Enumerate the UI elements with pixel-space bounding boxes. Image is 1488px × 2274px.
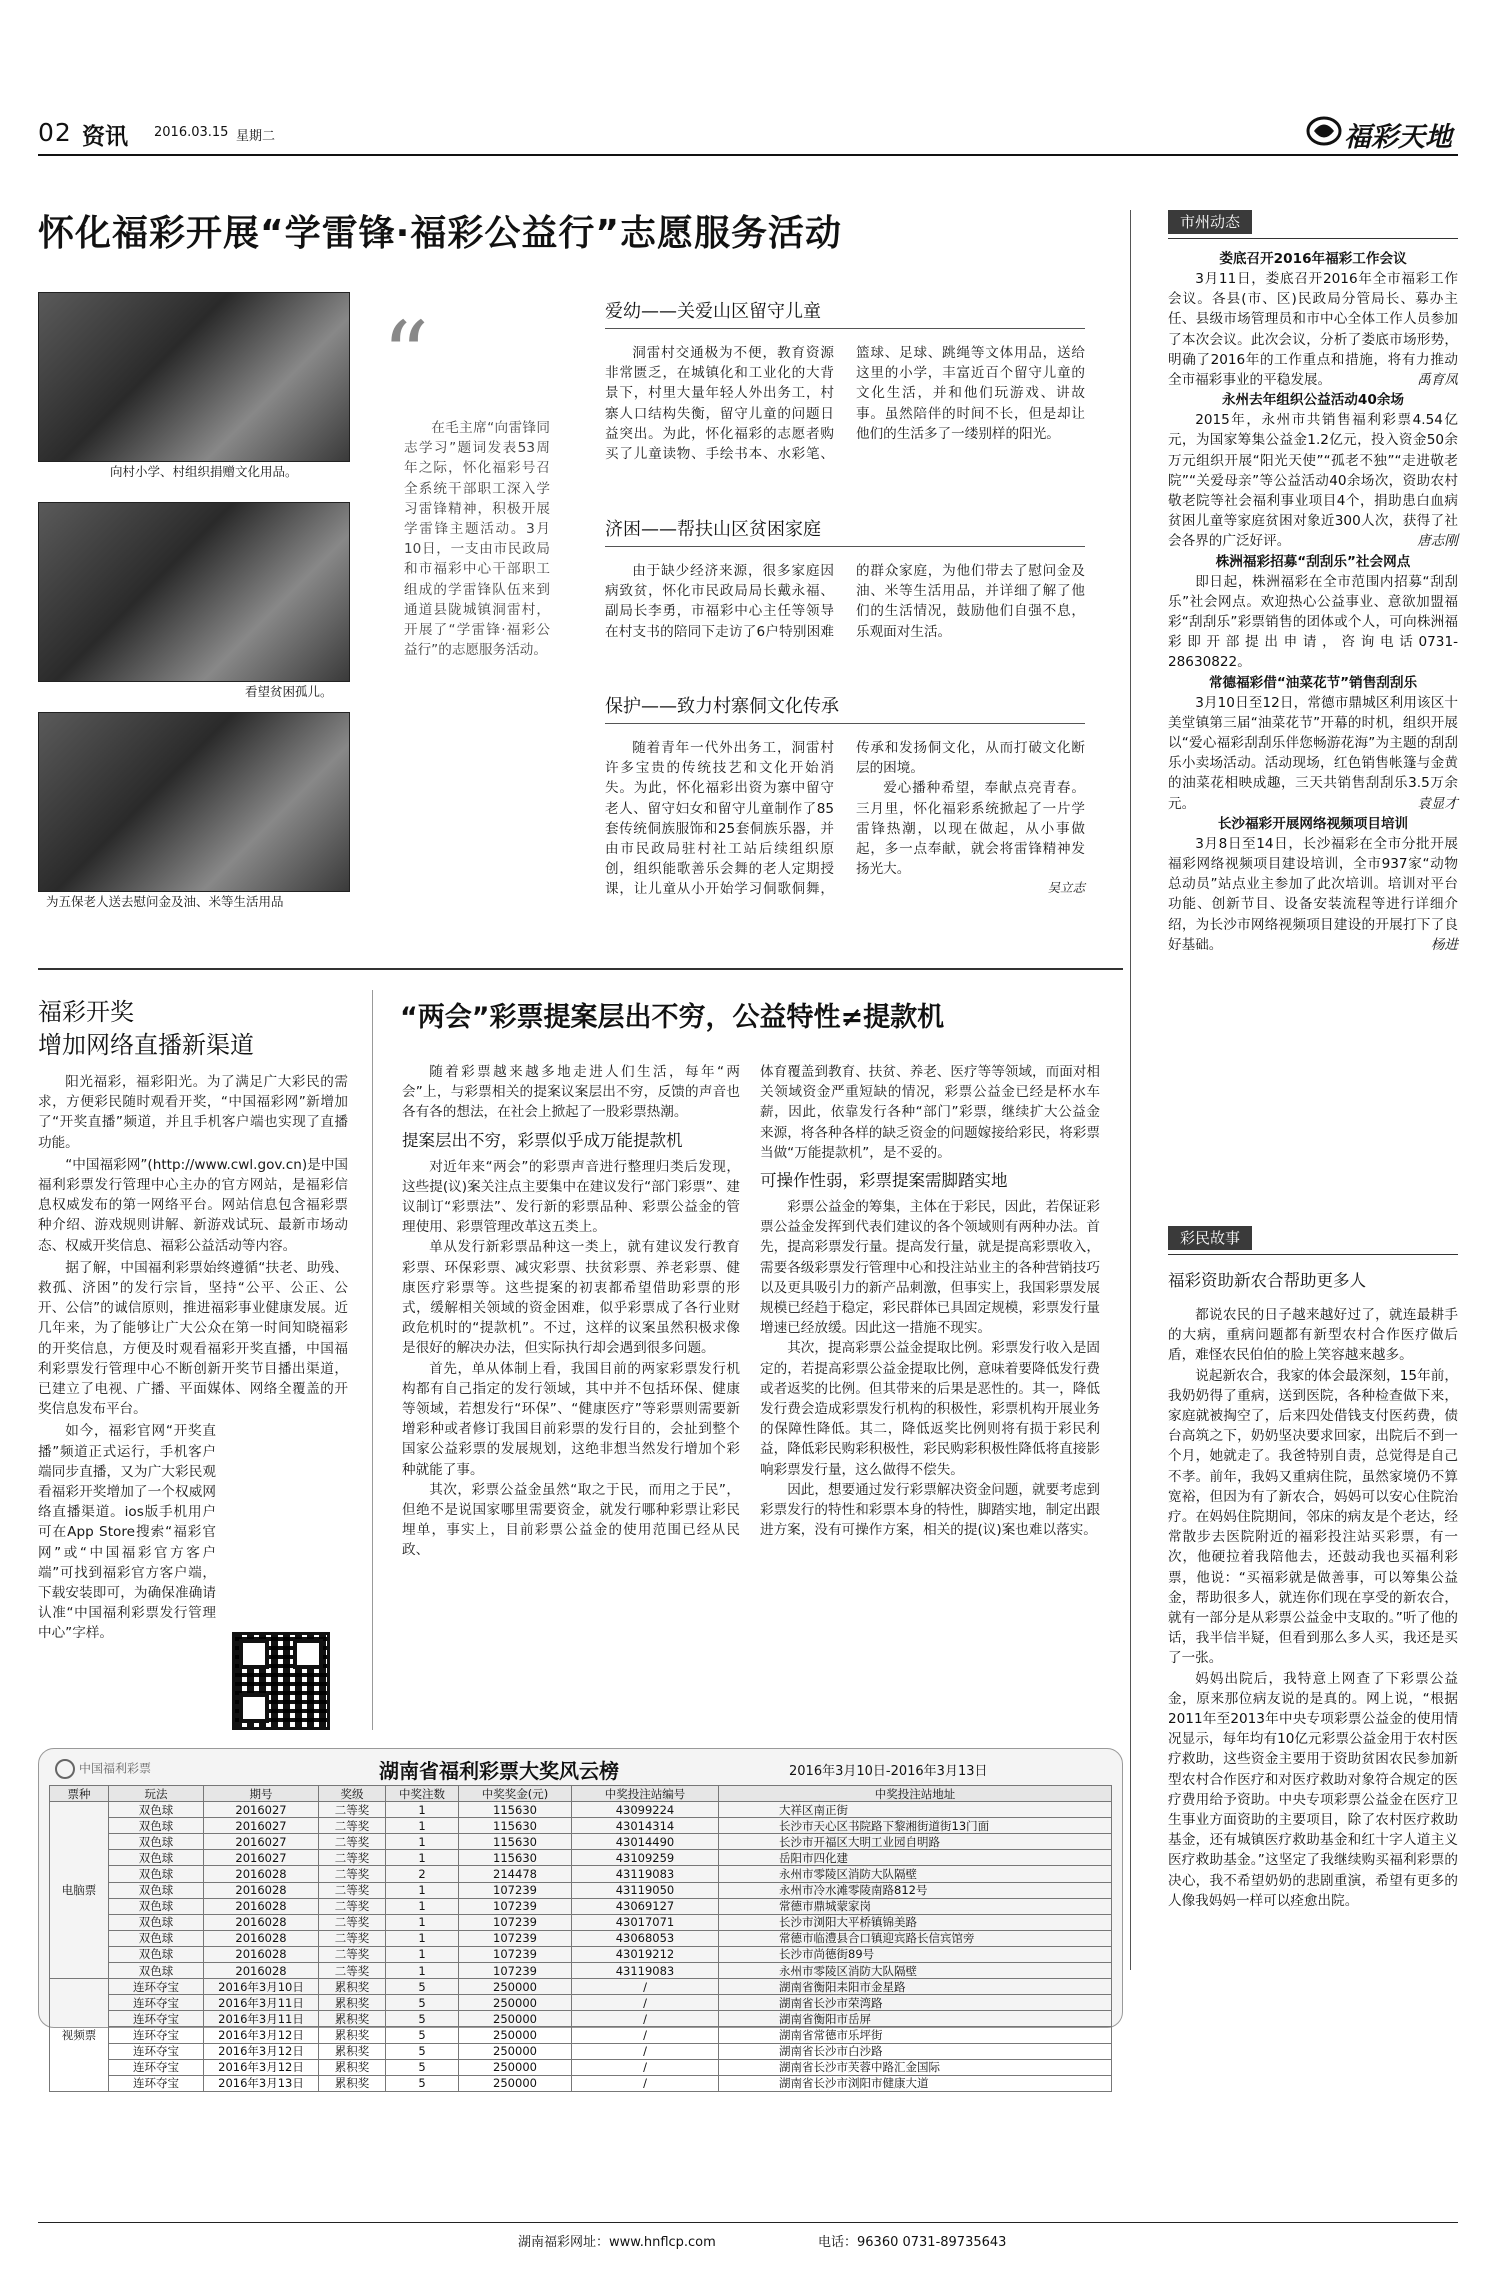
table-cell: 双色球 bbox=[109, 1834, 204, 1850]
mid-intro: 随着彩票越来越多地走进人们生活，每年“两会”上，与彩票相关的提案议案层出不穷，反馈的声音也各有各的想法，在社会上掀起了一股彩票热潮。 bbox=[402, 1064, 740, 1121]
news-item bbox=[1168, 552, 1458, 673]
photo-orphan bbox=[38, 502, 350, 682]
col-header: 奖级 bbox=[319, 1786, 386, 1802]
header-rule bbox=[38, 154, 1458, 156]
news-text: 3月8日至14日，长沙福彩在全市分批开展福彩网络视频项目建设培训，全市937家“动物总动员”站点业主参加了此次培训。培训对平台功能、创新节目、设备安装流程等进行详细介绍，为长沙市网络视频项目建设的开展打下了良好基础。 bbox=[1168, 835, 1458, 953]
table-cell: 常德市临澧县合口镇迎宾路长信宾馆旁 bbox=[719, 1930, 1112, 1946]
table-cell: 2016028 bbox=[204, 1946, 319, 1962]
table-cell: 5 bbox=[386, 2075, 459, 2091]
col-header: 中奖投注站地址 bbox=[719, 1786, 1112, 1802]
table-cell: 1 bbox=[386, 1850, 459, 1866]
table-cell: 二等奖 bbox=[319, 1850, 386, 1866]
table-cell: 43109259 bbox=[572, 1850, 719, 1866]
table-cell: 43119083 bbox=[572, 1866, 719, 1882]
table-cell: 长沙市开福区大明工业园自明路 bbox=[719, 1834, 1112, 1850]
news-title: 永州去年组织公益活动40余场 bbox=[1221, 392, 1405, 409]
table-cell: 107239 bbox=[459, 1946, 572, 1962]
story-para: 说起新农合，我家的体会最深刻，15年前，我奶奶得了重病，送到医院，各种检查做下来，家庭就被掏空了，后来四处借钱支付医药费，债台高筑之下，奶奶坚决要求回家，出院后不到一个月，她就走了。我爸特别自责，总觉得是自己不孝。前年，我妈又重病住院，虽然家境仍不算宽裕，但因为有了新农合，妈妈可以安心住院治疗。在妈妈住院期间，邻床的病友是个老达，经常散步去医院附近的福彩投注站买彩票，有一次，他硬拉着我陪他去，还鼓动我也买福利彩票，他说：“买福彩就是做善事，可以筹集公益金，帮助很多人，就连你们现在享受的新农合，就有一部分是从彩票公益金中支取的。”听了他的话，我半信半疑，但看到那么多人买，我还是买了一张。 bbox=[1168, 1367, 1458, 1667]
table-row bbox=[50, 1802, 1112, 1818]
photo-elderly bbox=[38, 712, 350, 892]
mid-headline: “两会”彩票提案层出不穷，公益特性≠提款机 bbox=[400, 1002, 945, 1033]
table-cell: 双色球 bbox=[109, 1914, 204, 1930]
china-welfare-logo bbox=[55, 1759, 151, 1779]
section-name: 资讯 bbox=[82, 124, 128, 150]
table-cell: 2016028 bbox=[204, 1866, 319, 1882]
page-number: 02 bbox=[38, 118, 72, 147]
table-cell: 湖南省衡阳耒阳市金星路 bbox=[719, 1979, 1112, 1995]
table-cell: 107239 bbox=[459, 1882, 572, 1898]
caption-donation: 向村小学、村组织捐赠文化用品。 bbox=[110, 464, 298, 479]
qr-code-icon[interactable] bbox=[232, 1632, 330, 1730]
table-cell: 二等奖 bbox=[319, 1866, 386, 1882]
left-para: 阳光福彩，福彩阳光。为了满足广大彩民的需求，方便彩民随时观看开奖，“中国福彩网”新增加了“开奖直播”频道，并且手机客户端也实现了直播功能。 bbox=[38, 1074, 348, 1151]
table-cell: 二等奖 bbox=[319, 1898, 386, 1914]
table-cell: 双色球 bbox=[109, 1882, 204, 1898]
news-text: 即日起，株洲福彩在全市范围内招募“刮刮乐”社会网点。欢迎热心公益事业、意欲加盟福彩“刮刮乐”彩票销售的团体或个人，可向株洲福彩即开部提出申请，咨询电话0731-28630822。 bbox=[1168, 573, 1458, 671]
table-cell: 二等奖 bbox=[319, 1834, 386, 1850]
table-cell: 长沙市尚德街89号 bbox=[719, 1946, 1112, 1962]
table-cell: 连环夺宝 bbox=[109, 2027, 204, 2043]
section-body: 由于缺少经济来源，很多家庭因病致贫，怀化市民政局局长戴永福、副局长李勇，市福彩中心主任等领导在村支书的陪同下走访了6户特别困难的群众家庭，为他们带去了慰问金及油、米等生活用品，并详细了解了他们的生活情况，鼓励他们自强不息，乐观面对生活。 bbox=[605, 563, 1085, 640]
table-cell: 2016028 bbox=[204, 1914, 319, 1930]
table-cell: 2016年3月11日 bbox=[204, 2011, 319, 2027]
news-item bbox=[1168, 249, 1458, 390]
table-cell: 湖南省衡阳市岳屏 bbox=[719, 2011, 1112, 2027]
table-cell: 双色球 bbox=[109, 1866, 204, 1882]
table-cell: 累积奖 bbox=[319, 1979, 386, 1995]
table-cell: 5 bbox=[386, 2043, 459, 2059]
table-cell: 连环夺宝 bbox=[109, 2059, 204, 2075]
table-cell: 2016028 bbox=[204, 1898, 319, 1914]
issue-date: 2016.03.15 bbox=[154, 125, 229, 140]
table-cell: 5 bbox=[386, 2059, 459, 2075]
prize-board-title: 湖南省福利彩票大奖风云榜 bbox=[379, 1759, 619, 1783]
ticket-type-cell: 电脑票 bbox=[50, 1802, 109, 1979]
col-header: 中奖注数 bbox=[386, 1786, 459, 1802]
table-row bbox=[50, 1914, 1112, 1930]
mid-col-2 bbox=[760, 1062, 1100, 1540]
left-para: 如今，福彩官网“开奖直播”频道正式运行，手机客户端同步直播，又为广大彩民观看福彩开奖增加了一个权威网络直播渠道。ios版手机用户可在App Store搜索“福彩官网”或“中国福彩官方客户端”可找到福彩官方客户端，下载安装即可，为确保准确请认准“中国福利彩票发行管理中心”字样。 bbox=[38, 1423, 216, 1642]
news-text: 3月11日，娄底召开2016年全市福彩工作会议。各县(市、区)民政局分管局长、募办主任、县级市场管理员和市中心全体工作人员参加了本次会议。此次会议，分析了娄底市场形势，明确了2016年的工作重点和措施，将有力推动全市福彩事业的平稳发展。 bbox=[1168, 271, 1458, 389]
col-header: 中奖奖金(元) bbox=[459, 1786, 572, 1802]
table-cell: 二等奖 bbox=[319, 1818, 386, 1834]
sidebar-story bbox=[1168, 1226, 1458, 1911]
table-cell: 107239 bbox=[459, 1898, 572, 1914]
table-cell: / bbox=[572, 2075, 719, 2091]
table-cell: 湖南省长沙市芙蓉中路汇金国际 bbox=[719, 2059, 1112, 2075]
lotto-logo-icon bbox=[1306, 114, 1342, 148]
table-cell: 43019212 bbox=[572, 1946, 719, 1962]
left-divider bbox=[372, 990, 373, 1730]
table-cell: 2016027 bbox=[204, 1802, 319, 1818]
table-cell: 43069127 bbox=[572, 1898, 719, 1914]
table-row bbox=[50, 1995, 1112, 2011]
prize-board bbox=[38, 1748, 1123, 2091]
news-text: 3月10日至12日，常德市鼎城区利用该区十美堂镇第三届“油菜花节”开幕的时机，组织开展以“爱心福彩刮刮乐伴您畅游花海”为主题的刮刮乐小卖场活动。活动现场，红色销售帐篷与金黄的油菜花相映成趣，三天共销售刮刮乐3.5万余元。 bbox=[1168, 694, 1458, 812]
table-cell: 250000 bbox=[459, 2043, 572, 2059]
table-cell: 5 bbox=[386, 2011, 459, 2027]
table-row bbox=[50, 1898, 1112, 1914]
table-cell: 双色球 bbox=[109, 1898, 204, 1914]
table-cell: 2 bbox=[386, 1866, 459, 1882]
table-cell: 2016年3月13日 bbox=[204, 2075, 319, 2091]
table-cell: 连环夺宝 bbox=[109, 1979, 204, 1995]
mid-para: 其次，彩票公益金虽然“取之于民，而用之于民”，但绝不是说国家哪里需要资金，就发行哪种彩票让彩民埋单，事实上，目前彩票公益金的使用范围已经从民政、 bbox=[402, 1481, 740, 1559]
quote-icon: “ bbox=[382, 302, 430, 409]
table-cell: 连环夺宝 bbox=[109, 2043, 204, 2059]
table-cell: 湖南省长沙市荣湾路 bbox=[719, 1995, 1112, 2011]
table-cell: 双色球 bbox=[109, 1930, 204, 1946]
table-cell: 2016年3月11日 bbox=[204, 1995, 319, 2011]
table-cell: 43119083 bbox=[572, 1963, 719, 1979]
news-text: 2015年，永州市共销售福利彩票4.54亿元，为国家筹集公益金1.2亿元，投入资金50余万元组织开展“阳光天使”“孤老不独”“走进敬老院”“关爱母亲”等公益活动40余场次，资助农村敬老院等社会福利事业项目4个，捐助患白血病贫困儿童等家庭贫困对象近300人次，获得了社会各界的广泛好评。 bbox=[1168, 412, 1458, 550]
left-para: 据了解，中国福利彩票始终遵循“扶老、助残、救孤、济困”的发行宗旨，坚持“公平、公正、公开、公信”的诚信原则，推进福彩事业健康发展。近几年来，为了能够让广大公众在第一时间知晓福彩的开奖信息，方便及时观看福彩开奖直播，中国福利彩票发行管理中心不断创新开奖节目播出渠道，已建立了电视、广播、平面媒体、网络全覆盖的开奖信息发布平台。 bbox=[38, 1259, 348, 1418]
prize-board-dates: 2016年3月10日-2016年3月13日 bbox=[789, 1764, 988, 1779]
table-cell: 43014314 bbox=[572, 1818, 719, 1834]
table-cell: 二等奖 bbox=[319, 1946, 386, 1962]
welfare-logo-icon bbox=[55, 1759, 75, 1779]
sidebar-section-title: 市州动态 bbox=[1168, 210, 1252, 234]
sidebar-section-title: 彩民故事 bbox=[1168, 1226, 1252, 1250]
table-cell: 43099224 bbox=[572, 1802, 719, 1818]
table-cell: 2016027 bbox=[204, 1850, 319, 1866]
table-cell: 250000 bbox=[459, 2011, 572, 2027]
news-title: 娄底召开2016年福彩工作会议 bbox=[1219, 251, 1407, 267]
table-cell: 永州市零陵区消防大队隔壁 bbox=[719, 1963, 1112, 1979]
table-row bbox=[50, 1963, 1112, 1979]
footer-phone: 电话：96360 0731-89735643 bbox=[818, 2235, 1007, 2250]
mid-intro-2: 体育覆盖到教育、扶贫、养老、医疗等等领域，而面对相关领域资金严重短缺的情况，彩票公益金已经是杯水车薪，因此，依靠发行各种“部门”彩票，继续扩大公益金来源，将各种各样的缺乏资金的问题嫁接给彩民，将彩票当做“万能提款机”，是不妥的。 bbox=[760, 1064, 1100, 1161]
photo-donation bbox=[38, 292, 350, 462]
table-cell: 107239 bbox=[459, 1963, 572, 1979]
section-body: 随着青年一代外出务工，洞雷村许多宝贵的传统技艺和文化开始消失。为此，怀化福彩出资为寨中留守老人、留守妇女和留守儿童制作了85套传统侗族服饰和25套侗族乐器，并由市民政局驻村社工站后续组织原创，组织能歌善乐会舞的老人定期授课，让儿童从小开始学习侗歌侗舞，传承和发扬侗文化，从而打破文化断层的困境。 bbox=[605, 740, 1085, 898]
table-cell: 43119050 bbox=[572, 1882, 719, 1898]
table-cell: 二等奖 bbox=[319, 1882, 386, 1898]
mid-para: 彩票公益金的筹集，主体在于彩民，因此，若保证彩票公益金发挥到代表们建议的各个领域则有两种办法。首先，提高彩票发行量。提高发行量，就是提高彩票收入，需要各级彩票发行管理中心和投注站业主的各种营销技巧以及更具吸引力的新产品刺激，但事实上，我国彩票发展规模已经趋于稳定，彩民群体已具固定规模，彩票发行量增速已经放缓。因此这一措施不现实。 bbox=[760, 1199, 1100, 1337]
table-cell: 湖南省长沙市白沙路 bbox=[719, 2043, 1112, 2059]
table-cell: 累积奖 bbox=[319, 2011, 386, 2027]
table-row bbox=[50, 2027, 1112, 2043]
ticket-type-cell: 视频票 bbox=[50, 1979, 109, 2092]
mid-subhead-1: 提案层出不穷，彩票似乎成万能提款机 bbox=[402, 1130, 683, 1150]
table-cell: 250000 bbox=[459, 2075, 572, 2091]
mid-para: 对近年来“两会”的彩票声音进行整理归类后发现，这些提(议)案关注点主要集中在建议发行“部门彩票”、建议制订“彩票法”、发行新的彩票品种、彩票公益金的管理使用、彩票管理改革这五类上。 bbox=[402, 1158, 740, 1236]
table-cell: 250000 bbox=[459, 2027, 572, 2043]
table-row bbox=[50, 1818, 1112, 1834]
prize-table bbox=[49, 1785, 1112, 2092]
news-author: 杨进 bbox=[1430, 936, 1458, 953]
main-headline: 怀化福彩开展“学雷锋·福彩公益行”志愿服务活动 bbox=[38, 213, 842, 254]
news-item bbox=[1168, 673, 1458, 814]
table-cell: 双色球 bbox=[109, 1802, 204, 1818]
table-row bbox=[50, 1882, 1112, 1898]
table-cell: 43017071 bbox=[572, 1914, 719, 1930]
news-item bbox=[1168, 390, 1458, 551]
section-help-poor bbox=[605, 518, 1085, 642]
table-cell: 永州市冷水滩零陵南路812号 bbox=[719, 1882, 1112, 1898]
table-cell: 115630 bbox=[459, 1802, 572, 1818]
table-cell: 1 bbox=[386, 1882, 459, 1898]
table-cell: 115630 bbox=[459, 1850, 572, 1866]
table-cell: 2016年3月10日 bbox=[204, 1979, 319, 1995]
table-cell: 2016028 bbox=[204, 1882, 319, 1898]
table-cell: 250000 bbox=[459, 2059, 572, 2075]
story-title: 福彩资助新农合帮助更多人 bbox=[1168, 1271, 1366, 1290]
table-cell: 二等奖 bbox=[319, 1802, 386, 1818]
table-cell: 累积奖 bbox=[319, 2043, 386, 2059]
news-author: 袁显才 bbox=[1417, 795, 1458, 812]
table-cell: 1 bbox=[386, 1818, 459, 1834]
table-cell: 累积奖 bbox=[319, 2059, 386, 2075]
table-cell: 1 bbox=[386, 1946, 459, 1962]
table-cell: 2016027 bbox=[204, 1818, 319, 1834]
mid-para: 首先，单从体制上看，我国目前的两家彩票发行机构都有自己指定的发行领域，其中并不包括环保、健康等领域，若想发行“环保”、“健康医疗”等彩票则需要新增彩种或者修订我国目前彩票的发行目的，会扯到整个国家公益彩票的发展规划，这绝非想当然发行增加个彩种就能了事。 bbox=[402, 1360, 740, 1478]
table-cell: 累积奖 bbox=[319, 2027, 386, 2043]
table-cell: 250000 bbox=[459, 1979, 572, 1995]
section-title: 济困——帮扶山区贫困家庭 bbox=[605, 519, 821, 540]
left-headline-2: 增加网络直播新渠道 bbox=[38, 1031, 254, 1059]
issue-weekday: 星期二 bbox=[236, 129, 276, 144]
col-header: 玩法 bbox=[109, 1786, 204, 1802]
table-cell: 长沙市浏阳大平桥镇锦美路 bbox=[719, 1914, 1112, 1930]
table-row bbox=[50, 2075, 1112, 2091]
logo-text: 福彩天地 bbox=[1344, 122, 1452, 153]
table-cell: / bbox=[572, 1995, 719, 2011]
left-story bbox=[38, 996, 348, 1644]
table-cell: 1 bbox=[386, 1963, 459, 1979]
table-cell: 二等奖 bbox=[319, 1963, 386, 1979]
table-cell: 43068053 bbox=[572, 1930, 719, 1946]
section-body: 洞雷村交通极为不便，教育资源非常匮乏，在城镇化和工业化的大背景下，村里大量年轻人外出务工，村寨人口结构失衡，留守儿童的问题日益突出。为此，怀化福彩的志愿者购买了儿童读物、手绘书本、水彩笔、篮球、足球、跳绳等文体用品，送给这里的小学，丰富近百个留守儿童的文化生活，并和他们玩游戏、讲故事。虽然陪伴的时间不长，但是却让他们的生活多了一缕别样的阳光。 bbox=[605, 345, 1085, 463]
table-cell: 5 bbox=[386, 2027, 459, 2043]
table-cell: / bbox=[572, 2043, 719, 2059]
mid-col-1 bbox=[402, 1062, 740, 1561]
section-divider bbox=[38, 968, 1123, 970]
news-title: 株洲福彩招募“刮刮乐”社会网点 bbox=[1215, 553, 1411, 570]
table-cell: 2016年3月12日 bbox=[204, 2043, 319, 2059]
table-row bbox=[50, 1930, 1112, 1946]
table-cell: 二等奖 bbox=[319, 1914, 386, 1930]
table-cell: / bbox=[572, 1979, 719, 1995]
logo bbox=[1306, 114, 1466, 152]
table-cell: 1 bbox=[386, 1898, 459, 1914]
table-row bbox=[50, 1850, 1112, 1866]
logo-caption: 中国福利彩票 bbox=[79, 1761, 152, 1776]
news-author: 唐志刚 bbox=[1417, 533, 1458, 550]
table-cell: 长沙市天心区书院路下黎湘街道街13门面 bbox=[719, 1818, 1112, 1834]
table-cell: 107239 bbox=[459, 1914, 572, 1930]
section-protect-culture bbox=[605, 695, 1085, 900]
left-para: “中国福彩网”(http://www.cwl.gov.cn)是中国福利彩票发行管理中心主办的官方网站，是福彩信息权威发布的第一网络平台。网站信息包含福彩票种介绍、游戏规则讲解、新游戏试玩、最新市场动态、权威开奖信息、福彩公益活动等内容。 bbox=[38, 1156, 348, 1254]
table-cell: 双色球 bbox=[109, 1818, 204, 1834]
table-cell: 2016028 bbox=[204, 1963, 319, 1979]
pullquote: 在毛主席“向雷锋同志学习”题词发表53周年之际，怀化福彩号召全系统干部职工深入学习雷锋精神，积极开展学雷锋主题活动。3月10日，一支由市民政局和市福彩中心干部职工组成的学雷锋队伍来到通道县陇城镇洞雷村，开展了“学雷锋·福彩公益行”的志愿服务活动。 bbox=[404, 420, 550, 659]
table-cell: 双色球 bbox=[109, 1946, 204, 1962]
table-row bbox=[50, 2011, 1112, 2027]
table-cell: 永州市零陵区消防大队隔壁 bbox=[719, 1866, 1112, 1882]
table-cell: 连环夺宝 bbox=[109, 2075, 204, 2091]
table-cell: 双色球 bbox=[109, 1850, 204, 1866]
table-row bbox=[50, 2043, 1112, 2059]
news-title: 长沙福彩开展网络视频项目培训 bbox=[1217, 815, 1409, 832]
table-cell: 岳阳市四化建 bbox=[719, 1850, 1112, 1866]
table-cell: 累积奖 bbox=[319, 2075, 386, 2091]
table-cell: 2016年3月12日 bbox=[204, 2059, 319, 2075]
table-cell: 1 bbox=[386, 1930, 459, 1946]
news-item bbox=[1168, 814, 1458, 955]
mid-para: 因此，想要通过发行彩票解决资金问题，就要考虑到彩票发行的特性和彩票本身的特性，脚踏实地，制定出跟进方案，没有可操作方案，相关的提(议)案也难以落实。 bbox=[760, 1481, 1100, 1539]
left-headline-1: 福彩开奖 bbox=[38, 998, 134, 1026]
column-divider bbox=[1130, 210, 1131, 1970]
table-cell: / bbox=[572, 2059, 719, 2075]
table-cell: 累积奖 bbox=[319, 1995, 386, 2011]
table-row bbox=[50, 1979, 1112, 1995]
table-cell: / bbox=[572, 2027, 719, 2043]
news-title: 常德福彩借“油菜花节”销售刮刮乐 bbox=[1208, 674, 1418, 691]
table-cell: 5 bbox=[386, 1995, 459, 2011]
caption-orphan: 看望贫困孤儿。 bbox=[245, 684, 333, 699]
table-row bbox=[50, 1834, 1112, 1850]
col-header: 票种 bbox=[50, 1786, 109, 1802]
footer bbox=[38, 2222, 1458, 2252]
table-cell: 214478 bbox=[459, 1866, 572, 1882]
mid-subhead-2: 可操作性弱，彩票提案需脚踏实地 bbox=[760, 1171, 1008, 1191]
caption-elderly: 为五保老人送去慰问金及油、米等生活用品 bbox=[46, 894, 284, 909]
col-header: 中奖投注站编号 bbox=[572, 1786, 719, 1802]
table-cell: 115630 bbox=[459, 1818, 572, 1834]
mid-para: 其次，提高彩票公益金提取比例。彩票发行收入是固定的，若提高彩票公益金提取比例，意味着要降低发行费或者返奖的比例。但其带来的后果是恶性的。其一，降低发行费会造成彩票发行机构的积极性，彩票机构开展业务的保障性降低。其二，降低返奖比例则将有损于彩民利益，降低彩民购彩积极性，彩民购彩积极性降低将直接影响彩票发行量，这么做得不偿失。 bbox=[760, 1340, 1100, 1478]
table-cell: 1 bbox=[386, 1802, 459, 1818]
table-cell: 连环夺宝 bbox=[109, 2011, 204, 2027]
mid-para: 单从发行新彩票品种这一类上，就有建议发行教育彩票、环保彩票、减灾彩票、扶贫彩票、养老彩票、健康医疗彩票等。这些提案的初衷都希望借助彩票的形式，缓解相关领域的资金困难，似乎彩票成了各行业财政危机时的“提款机”。不过，这样的议案虽然积极求像是很好的解决办法，但实际执行却会遇到很多问题。 bbox=[402, 1239, 740, 1357]
table-cell: 湖南省常德市乐坪街 bbox=[719, 2027, 1112, 2043]
table-row bbox=[50, 2059, 1112, 2075]
section-love-children bbox=[605, 300, 1085, 464]
sidebar bbox=[1168, 210, 1458, 955]
news-author: 禹育凤 bbox=[1417, 372, 1458, 389]
table-row bbox=[50, 1946, 1112, 1962]
table-cell: 1 bbox=[386, 1914, 459, 1930]
table-cell: 二等奖 bbox=[319, 1930, 386, 1946]
table-cell: 连环夺宝 bbox=[109, 1995, 204, 2011]
table-cell: 2016年3月12日 bbox=[204, 2027, 319, 2043]
table-cell: 双色球 bbox=[109, 1963, 204, 1979]
table-cell: 2016027 bbox=[204, 1834, 319, 1850]
table-cell: 湖南省长沙市浏阳市健康大道 bbox=[719, 2075, 1112, 2091]
author: 吴立志 bbox=[1047, 880, 1085, 896]
section-body-2: 爱心播种希望，奉献点亮青春。三月里，怀化福彩系统掀起了一片学雷锋热潮，以现在做起，从小事做起，多一点奉献，就会将雷锋精神发扬光大。 bbox=[856, 780, 1085, 878]
footer-website: 湖南福彩网址：www.hnflcp.com bbox=[518, 2235, 716, 2250]
table-cell: / bbox=[572, 2011, 719, 2027]
table-cell: 115630 bbox=[459, 1834, 572, 1850]
table-row bbox=[50, 1866, 1112, 1882]
table-header-row bbox=[50, 1786, 1112, 1802]
table-cell: 107239 bbox=[459, 1930, 572, 1946]
table-cell: 1 bbox=[386, 1834, 459, 1850]
page-header bbox=[38, 118, 1458, 164]
story-para: 都说农民的日子越来越好过了，就连最耕手的大病，重病问题都有新型农村合作医疗做后盾，难怪农民伯伯的脸上笑容越来越多。 bbox=[1168, 1307, 1458, 1364]
section-title: 爱幼——关爱山区留守儿童 bbox=[605, 301, 821, 322]
table-cell: 2016028 bbox=[204, 1930, 319, 1946]
section-title: 保护——致力村寨侗文化传承 bbox=[605, 696, 839, 717]
table-cell: 250000 bbox=[459, 1995, 572, 2011]
table-cell: 43014490 bbox=[572, 1834, 719, 1850]
table-cell: 大祥区南正街 bbox=[719, 1802, 1112, 1818]
col-header: 期号 bbox=[204, 1786, 319, 1802]
story-para: 妈妈出院后，我特意上网查了下彩票公益金，原来那位病友说的是真的。网上说，“根据2011年至2013年中央专项彩票公益金的使用情况显示，每年均有10亿元彩票公益金用于农村医疗救助，这些资金主要用于资助贫困农民参加新型农村合作医疗和对医疗救助对象符合规定的医疗费用给予资助。中央专项彩票公益金在医疗卫生事业方面资助的主要项目，除了农村医疗救助基金，还有城镇医疗救助基金和红十字人道主义医疗救助基金。”这坚定了我继续购买福利彩票的决心，我不希望奶奶的悲剧重演，希望有更多的人像我妈妈一样可以痊愈出院。 bbox=[1168, 1670, 1458, 1909]
table-cell: 常德市鼎城蒙家岗 bbox=[719, 1898, 1112, 1914]
table-cell: 5 bbox=[386, 1979, 459, 1995]
